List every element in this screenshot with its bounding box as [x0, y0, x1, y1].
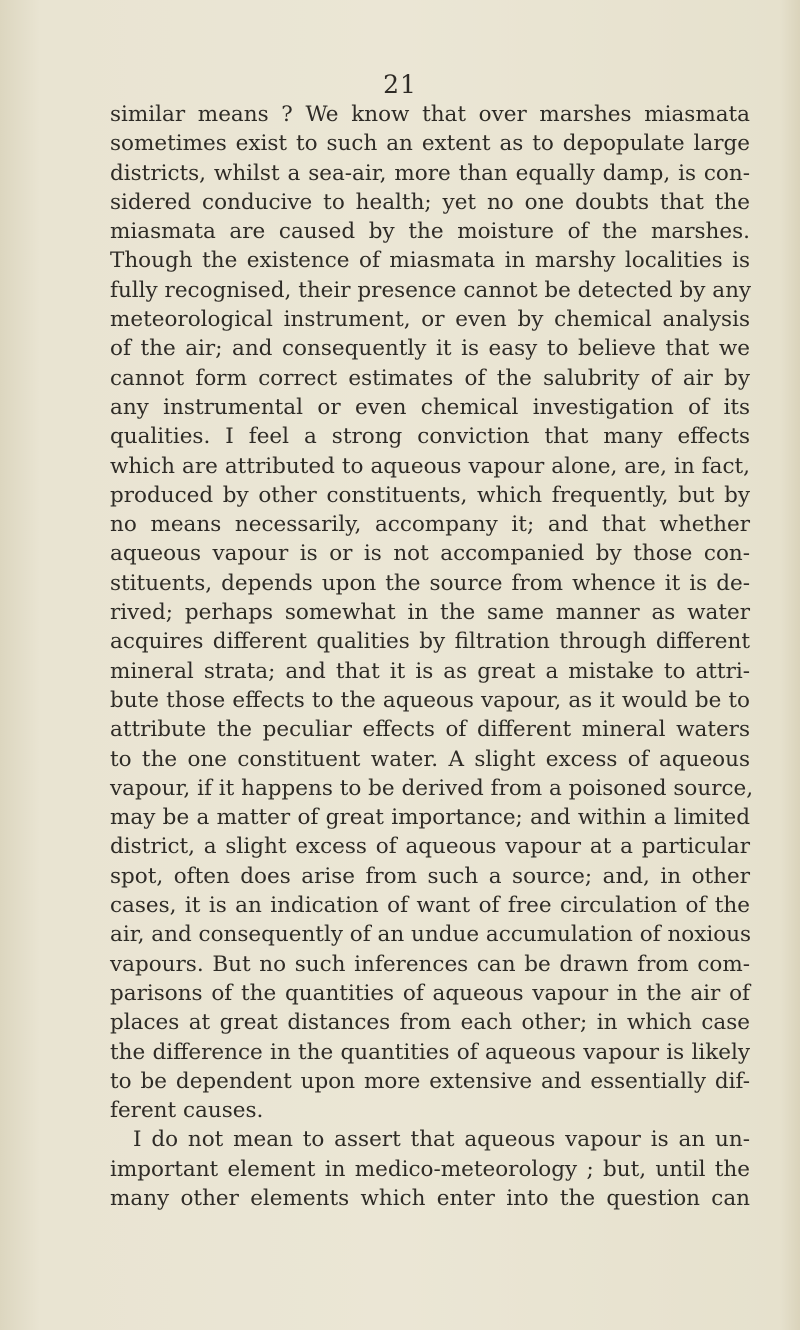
text-line: the difference in the quantities of aqueous vapour is likely — [110, 1039, 750, 1065]
text-line: bute those effects to the aqueous vapour, as it would be to — [110, 687, 750, 713]
text-line: mineral strata; and that it is as great a mistake to attri- — [110, 658, 750, 684]
text-line: no means necessarily, accompany it; and that whether — [110, 512, 750, 538]
text-line: district, a slight excess of aqueous vapour at a particular — [110, 834, 750, 860]
text-line: parisons of the quantities of aqueous vapour in the air of — [110, 980, 750, 1006]
body-text — [110, 100, 754, 1213]
text-line: may be a matter of great importance; and within a limited — [110, 805, 750, 831]
text-line: fully recognised, their presence cannot be detected by any — [110, 277, 752, 303]
text-line: important element in medico-meteorology ; but, until the — [110, 1156, 750, 1182]
text-line: vapours. But no such inferences can be drawn from com- — [110, 951, 750, 977]
text-line: places at great distances from each other; in which case — [110, 1010, 750, 1036]
text-line: miasmata are caused by the moisture of the marshes. — [110, 219, 750, 245]
text-line: attribute the peculiar effects of different mineral waters — [110, 717, 750, 743]
text-line: stituents, depends upon the source from whence it is de- — [110, 570, 750, 596]
text-line: spot, often does arise from such a source; and, in other — [110, 863, 750, 889]
text-line: produced by other constituents, which frequently, but by — [110, 482, 750, 508]
text-line: similar means ? We know that over marshes miasmata — [110, 102, 750, 127]
text-line: acquires different qualities by filtration through different — [110, 629, 750, 655]
text-line: many other elements which enter into the question can — [110, 1185, 750, 1211]
text-line: cases, it is an indication of want of free circulation of the — [110, 893, 750, 919]
text-line: sidered conducive to health; yet no one doubts that the — [110, 189, 750, 215]
text-line: Though the existence of miasmata in marshy localities is — [110, 248, 750, 274]
text-line: of the air; and consequently it is easy to believe that we — [110, 336, 750, 362]
text-line: air, and consequently of an undue accumulation of noxious — [110, 922, 752, 948]
text-line: sometimes exist to such an extent as to depopulate large — [110, 131, 750, 157]
text-line: aqueous vapour is or is not accompanied by those con- — [110, 541, 750, 567]
text-line: vapour, if it happens to be derived from a poisoned source, — [110, 775, 754, 801]
text-line: which are attributed to aqueous vapour alone, are, in fact, — [110, 453, 750, 479]
text-line: cannot form correct estimates of the salubrity of air by — [110, 365, 750, 391]
text-line: rived; perhaps somewhat in the same manner as water — [110, 600, 750, 626]
text-line: to be dependent upon more extensive and essentially dif- — [110, 1068, 750, 1094]
text-line: any instrumental or even chemical investigation of its — [110, 394, 750, 420]
page-number: 21 — [383, 70, 417, 99]
text-line: ferent causes. — [110, 1098, 264, 1124]
paragraph-start-line: I do not mean to assert that aqueous vapour is an un- — [133, 1127, 750, 1153]
text-line: qualities. I feel a strong conviction that many effects — [110, 424, 750, 450]
text-line: meteorological instrument, or even by chemical analysis — [110, 307, 750, 333]
text-line: districts, whilst a sea-air, more than equally damp, is con- — [110, 160, 750, 186]
text-line: to the one constituent water. A slight excess of aqueous — [110, 746, 750, 772]
